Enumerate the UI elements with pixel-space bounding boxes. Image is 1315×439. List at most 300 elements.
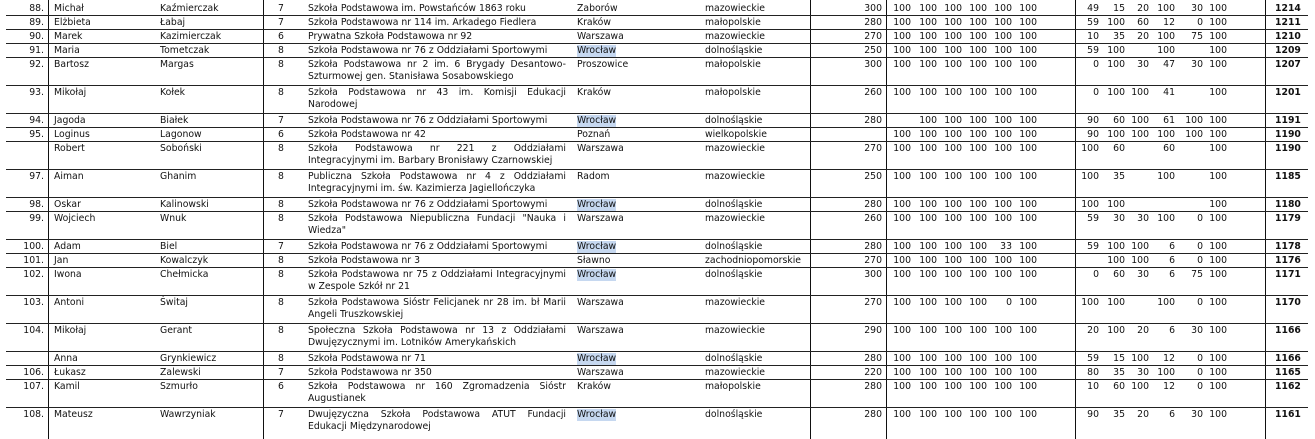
city-cell: Wrocław	[577, 115, 617, 126]
stage3-score-cell: 0	[1197, 381, 1203, 392]
stage3-score-cell: 35	[1113, 367, 1125, 378]
stage3-score-cell: 30	[1137, 59, 1149, 70]
first-name-cell: Iwona	[54, 269, 82, 280]
stage3-score-cell: 35	[1113, 31, 1125, 42]
stage2-score-cell: 100	[919, 297, 937, 308]
stage2-score-cell: 100	[944, 255, 962, 266]
stage2-score-cell: 100	[919, 31, 937, 42]
stage2-score-cell: 100	[969, 255, 987, 266]
stage2-score-cell: 100	[1019, 129, 1037, 140]
stage2-score-cell: 100	[944, 353, 962, 364]
stage1-cell: 300	[864, 3, 882, 14]
stage1-cell: 300	[864, 59, 882, 70]
stage2-score-cell: 100	[969, 409, 987, 420]
row-rule	[6, 43, 1308, 44]
stage2-score-cell: 100	[919, 381, 937, 392]
stage3-score-cell: 100	[1131, 115, 1149, 126]
city-cell: Poznań	[577, 129, 611, 140]
stage2-score-cell: 100	[969, 325, 987, 336]
stage2-score-cell: 100	[1019, 213, 1037, 224]
stage2-score-cell: 100	[919, 367, 937, 378]
first-name-cell: Jan	[54, 255, 69, 266]
stage3-score-cell: 30	[1137, 367, 1149, 378]
stage3-score-cell: 100	[1107, 325, 1125, 336]
stage3-score-cell: 59	[1087, 213, 1099, 224]
stage2-score-cell: 100	[944, 115, 962, 126]
last-name-cell: Tometczak	[160, 45, 210, 56]
region-cell: mazowieckie	[705, 171, 766, 182]
last-name-cell: Zalewski	[160, 367, 201, 378]
grade-cell: 7	[278, 115, 284, 126]
first-name-cell: Mikołaj	[54, 325, 87, 336]
stage2-score-cell: 100	[1019, 255, 1037, 266]
total-cell: 1176	[1275, 255, 1301, 266]
stage2-score-cell: 100	[969, 3, 987, 14]
stage3-score-cell: 100	[1209, 213, 1227, 224]
stage3-score-cell: 100	[1081, 143, 1099, 154]
rank-cell: 107.	[23, 381, 44, 392]
stage3-score-cell: 20	[1137, 325, 1149, 336]
stage2-score-cell: 100	[944, 297, 962, 308]
school-cell: Dwujęzyczna Szkoła Podstawowa ATUT Fundacji Edukacji Międzynarodowej	[308, 409, 566, 432]
row-rule	[6, 267, 1308, 268]
stage3-score-cell: 100	[1157, 367, 1175, 378]
stage3-score-cell: 100	[1209, 255, 1227, 266]
stage3-score-cell: 100	[1131, 241, 1149, 252]
stage3-score-cell: 0	[1093, 269, 1099, 280]
stage2-score-cell: 100	[919, 129, 937, 140]
stage2-score-cell: 100	[1019, 297, 1037, 308]
stage2-score-cell: 100	[919, 115, 937, 126]
stage2-score-cell: 100	[994, 3, 1012, 14]
stage2-score-cell: 100	[893, 3, 911, 14]
stage1-cell: 250	[864, 171, 882, 182]
stage2-score-cell: 100	[1019, 31, 1037, 42]
stage2-score-cell: 100	[969, 171, 987, 182]
stage3-score-cell: 12	[1163, 353, 1175, 364]
stage3-score-cell: 100	[1185, 115, 1203, 126]
grade-cell: 8	[278, 171, 284, 182]
stage3-score-cell: 100	[1209, 381, 1227, 392]
stage2-score-cell: 100	[944, 213, 962, 224]
last-name-cell: Lagonow	[160, 129, 202, 140]
last-name-cell: Wawrzyniak	[160, 409, 216, 420]
stage3-score-cell: 0	[1093, 87, 1099, 98]
stage3-score-cell: 0	[1093, 59, 1099, 70]
row-rule	[6, 323, 1308, 324]
stage2-score-cell: 100	[994, 143, 1012, 154]
school-cell: Szkoła Podstawowa Sióstr Felicjanek nr 28 im. bł Marii Angeli Truszkowskiej	[308, 297, 566, 320]
stage3-score-cell: 30	[1191, 3, 1203, 14]
region-cell: dolnośląskie	[705, 199, 763, 210]
stage3-score-cell: 100	[1157, 213, 1175, 224]
total-cell: 1201	[1275, 87, 1301, 98]
first-name-cell: Robert	[54, 143, 85, 154]
stage2-score-cell: 100	[1019, 381, 1037, 392]
stage2-score-cell: 100	[893, 381, 911, 392]
stage1-cell: 290	[864, 325, 882, 336]
last-name-cell: Gerant	[160, 325, 192, 336]
stage3-score-cell: 75	[1191, 269, 1203, 280]
region-cell: małopolskie	[705, 381, 761, 392]
row-rule	[6, 169, 1308, 170]
stage2-score-cell: 100	[1019, 115, 1037, 126]
grade-cell: 8	[278, 353, 284, 364]
grade-cell: 6	[278, 129, 284, 140]
stage1-cell: 220	[864, 367, 882, 378]
stage3-score-cell: 30	[1191, 59, 1203, 70]
stage3-score-cell: 100	[1209, 409, 1227, 420]
row-rule	[6, 239, 1308, 240]
last-name-cell: Biel	[160, 241, 178, 252]
last-name-cell: Wnuk	[160, 213, 187, 224]
stage2-score-cell: 100	[1019, 59, 1037, 70]
stage3-score-cell: 100	[1081, 297, 1099, 308]
stage2-score-cell: 100	[1019, 241, 1037, 252]
stage2-score-cell: 100	[1019, 269, 1037, 280]
stage2-score-cell: 100	[893, 367, 911, 378]
stage2-score-cell: 100	[893, 297, 911, 308]
grade-cell: 7	[278, 367, 284, 378]
stage3-score-cell: 0	[1197, 213, 1203, 224]
stage2-score-cell: 100	[944, 17, 962, 28]
rank-cell: 102.	[23, 269, 44, 280]
school-cell: Szkoła Podstawowa nr 2 im. 6 Brygady Desantowo-Szturmowej gen. Stanisława Sosabowskiego	[308, 59, 566, 82]
stage1-cell: 270	[864, 31, 882, 42]
stage3-score-cell: 6	[1169, 409, 1175, 420]
school-cell: Szkoła Podstawowa nr 75 z Oddziałami Integracyjnymi w Zespole Szkół nr 21	[308, 269, 566, 292]
stage2-score-cell: 100	[994, 269, 1012, 280]
stage2-score-cell: 100	[893, 241, 911, 252]
stage2-score-cell: 100	[1019, 367, 1037, 378]
stage2-score-cell: 100	[969, 367, 987, 378]
stage2-score-cell: 100	[944, 171, 962, 182]
region-cell: zachodniopomorskie	[705, 255, 802, 266]
city-cell: Wrocław	[577, 241, 617, 252]
stage2-score-cell: 100	[893, 129, 911, 140]
region-cell: dolnośląskie	[705, 115, 763, 126]
first-name-cell: Adam	[54, 241, 81, 252]
stage2-score-cell: 100	[969, 269, 987, 280]
city-cell: Warszawa	[577, 31, 624, 42]
stage3-score-cell: 100	[1209, 17, 1227, 28]
stage3-score-cell: 30	[1191, 409, 1203, 420]
rank-cell: 98.	[29, 199, 44, 210]
region-cell: wielkopolskie	[705, 129, 767, 140]
stage3-score-cell: 100	[1157, 45, 1175, 56]
stage2-score-cell: 100	[969, 241, 987, 252]
rank-cell: 90.	[29, 31, 44, 42]
first-name-cell: Elżbieta	[54, 17, 91, 28]
region-cell: mazowieckie	[705, 143, 766, 154]
region-cell: dolnośląskie	[705, 45, 763, 56]
stage3-score-cell: 100	[1209, 129, 1227, 140]
stage2-score-cell: 100	[944, 129, 962, 140]
stage3-score-cell: 100	[1209, 199, 1227, 210]
grade-cell: 8	[278, 143, 284, 154]
column-divider	[263, 0, 264, 439]
stage3-score-cell: 59	[1087, 17, 1099, 28]
stage2-score-cell: 100	[994, 409, 1012, 420]
stage2-score-cell: 100	[944, 269, 962, 280]
last-name-cell: Margas	[160, 59, 194, 70]
grade-cell: 6	[278, 31, 284, 42]
stage2-score-cell: 100	[1019, 87, 1037, 98]
rank-cell: 101.	[23, 255, 44, 266]
stage2-score-cell: 100	[944, 87, 962, 98]
stage3-score-cell: 60	[1113, 143, 1125, 154]
stage2-score-cell: 100	[919, 3, 937, 14]
stage3-score-cell: 100	[1209, 87, 1227, 98]
row-rule	[6, 295, 1308, 296]
stage2-score-cell: 100	[1019, 325, 1037, 336]
stage3-score-cell: 10	[1087, 31, 1099, 42]
stage3-score-cell: 100	[1157, 171, 1175, 182]
stage2-score-cell: 100	[919, 325, 937, 336]
stage3-score-cell: 100	[1131, 87, 1149, 98]
stage2-score-cell: 100	[1019, 3, 1037, 14]
city-cell: Kraków	[577, 87, 611, 98]
stage2-score-cell: 100	[944, 59, 962, 70]
stage3-score-cell: 90	[1087, 129, 1099, 140]
city-cell: Zaborów	[577, 3, 618, 14]
grade-cell: 8	[278, 45, 284, 56]
stage2-score-cell: 100	[994, 17, 1012, 28]
stage2-score-cell: 100	[893, 255, 911, 266]
city-cell: Radom	[577, 171, 610, 182]
stage2-score-cell: 100	[893, 269, 911, 280]
rank-cell: 97.	[29, 171, 44, 182]
stage1-cell: 300	[864, 269, 882, 280]
grade-cell: 8	[278, 213, 284, 224]
total-cell: 1180	[1275, 199, 1301, 210]
stage3-score-cell: 100	[1157, 129, 1175, 140]
first-name-cell: Jagoda	[54, 115, 86, 126]
stage3-score-cell: 100	[1157, 3, 1175, 14]
row-rule	[6, 57, 1308, 58]
row-rule	[6, 127, 1308, 128]
stage1-cell: 270	[864, 255, 882, 266]
stage3-score-cell: 60	[1113, 381, 1125, 392]
stage2-score-cell: 100	[893, 199, 911, 210]
last-name-cell: Kowalczyk	[160, 255, 209, 266]
stage3-score-cell: 100	[1081, 171, 1099, 182]
stage2-score-cell: 100	[919, 199, 937, 210]
stage3-score-cell: 20	[1087, 325, 1099, 336]
stage3-score-cell: 35	[1113, 409, 1125, 420]
city-cell: Warszawa	[577, 297, 624, 308]
stage3-score-cell: 49	[1087, 3, 1099, 14]
last-name-cell: Soboński	[160, 143, 202, 154]
stage3-score-cell: 100	[1209, 59, 1227, 70]
total-cell: 1211	[1275, 17, 1301, 28]
city-cell: Warszawa	[577, 143, 624, 154]
total-cell: 1171	[1275, 269, 1301, 280]
stage1-cell: 280	[864, 381, 882, 392]
total-cell: 1179	[1275, 213, 1301, 224]
last-name-cell: Szmurło	[160, 381, 198, 392]
column-divider	[1265, 0, 1266, 439]
last-name-cell: Kołek	[160, 87, 186, 98]
stage3-score-cell: 15	[1113, 3, 1125, 14]
last-name-cell: Świtaj	[160, 297, 189, 308]
region-cell: mazowieckie	[705, 3, 766, 14]
school-cell: Szkoła Podstawowa nr 76 z Oddziałami Sportowymi	[308, 45, 548, 56]
stage1-cell: 280	[864, 115, 882, 126]
total-cell: 1166	[1275, 353, 1301, 364]
rank-cell: 93.	[29, 87, 44, 98]
stage1-cell: 270	[864, 297, 882, 308]
stage3-score-cell: 20	[1137, 409, 1149, 420]
column-divider	[810, 0, 811, 439]
total-cell: 1161	[1275, 409, 1301, 420]
stage2-score-cell: 100	[969, 143, 987, 154]
stage2-score-cell: 100	[994, 367, 1012, 378]
stage3-score-cell: 100	[1209, 297, 1227, 308]
city-cell: Sławno	[577, 255, 611, 266]
stage3-score-cell: 0	[1197, 297, 1203, 308]
stage3-score-cell: 100	[1131, 381, 1149, 392]
stage3-score-cell: 100	[1209, 3, 1227, 14]
city-cell: Wrocław	[577, 409, 617, 420]
stage1-cell: 260	[864, 213, 882, 224]
rank-cell: 95.	[29, 129, 44, 140]
stage2-score-cell: 100	[969, 129, 987, 140]
total-cell: 1191	[1275, 115, 1301, 126]
city-cell: Proszowice	[577, 59, 629, 70]
stage3-score-cell: 100	[1209, 115, 1227, 126]
total-cell: 1162	[1275, 381, 1301, 392]
stage3-score-cell: 15	[1113, 353, 1125, 364]
row-rule	[6, 113, 1308, 114]
first-name-cell: Wojciech	[54, 213, 96, 224]
stage3-score-cell: 100	[1209, 353, 1227, 364]
stage3-score-cell: 41	[1163, 87, 1175, 98]
stage3-score-cell: 6	[1169, 255, 1175, 266]
last-name-cell: Ghanim	[160, 171, 197, 182]
stage1-cell: 280	[864, 409, 882, 420]
total-cell: 1166	[1275, 325, 1301, 336]
stage3-score-cell: 100	[1107, 59, 1125, 70]
stage2-score-cell: 100	[919, 143, 937, 154]
stage2-score-cell: 100	[893, 45, 911, 56]
rank-cell: 103.	[23, 297, 44, 308]
total-cell: 1190	[1275, 129, 1301, 140]
school-cell: Społeczna Szkoła Podstawowa nr 13 z Oddziałami Dwujęzycznymi im. Lotników Amerykańskich	[308, 325, 566, 348]
stage2-score-cell: 100	[969, 45, 987, 56]
rank-cell: 91.	[29, 45, 44, 56]
stage1-cell: 280	[864, 241, 882, 252]
region-cell: małopolskie	[705, 87, 761, 98]
first-name-cell: Anna	[54, 353, 78, 364]
stage1-cell: 250	[864, 45, 882, 56]
stage3-score-cell: 100	[1107, 255, 1125, 266]
grade-cell: 8	[278, 297, 284, 308]
grade-cell: 8	[278, 59, 284, 70]
stage2-score-cell: 100	[944, 3, 962, 14]
rank-cell: 89.	[29, 17, 44, 28]
stage3-score-cell: 30	[1191, 325, 1203, 336]
stage3-score-cell: 100	[1185, 129, 1203, 140]
stage3-score-cell: 0	[1197, 17, 1203, 28]
rank-cell: 88.	[29, 3, 44, 14]
stage2-score-cell: 100	[919, 409, 937, 420]
first-name-cell: Aiman	[54, 171, 84, 182]
city-cell: Wrocław	[577, 45, 617, 56]
stage3-score-cell: 100	[1107, 45, 1125, 56]
stage2-score-cell: 100	[919, 17, 937, 28]
stage3-score-cell: 59	[1087, 241, 1099, 252]
stage2-score-cell: 100	[944, 143, 962, 154]
stage1-cell: 270	[864, 143, 882, 154]
first-name-cell: Kamil	[54, 381, 80, 392]
stage2-score-cell: 100	[969, 17, 987, 28]
school-cell: Szkoła Podstawowa im. Powstańców 1863 roku	[308, 3, 526, 14]
stage2-score-cell: 100	[994, 325, 1012, 336]
stage2-score-cell: 100	[944, 367, 962, 378]
last-name-cell: Grynkiewicz	[160, 353, 217, 364]
region-cell: dolnośląskie	[705, 409, 763, 420]
city-cell: Warszawa	[577, 213, 624, 224]
stage2-score-cell: 100	[919, 255, 937, 266]
stage2-score-cell: 100	[969, 59, 987, 70]
stage2-score-cell: 100	[919, 45, 937, 56]
region-cell: małopolskie	[705, 17, 761, 28]
stage2-score-cell: 100	[994, 381, 1012, 392]
stage3-score-cell: 100	[1131, 353, 1149, 364]
stage2-score-cell: 100	[1019, 17, 1037, 28]
stage2-score-cell: 100	[994, 87, 1012, 98]
first-name-cell: Loginus	[54, 129, 90, 140]
stage2-score-cell: 100	[893, 353, 911, 364]
stage3-score-cell: 60	[1113, 269, 1125, 280]
rank-cell: 99.	[29, 213, 44, 224]
region-cell: mazowieckie	[705, 297, 766, 308]
stage3-score-cell: 75	[1191, 31, 1203, 42]
total-cell: 1170	[1275, 297, 1301, 308]
stage2-score-cell: 100	[1019, 171, 1037, 182]
stage3-score-cell: 0	[1197, 353, 1203, 364]
city-cell: Wrocław	[577, 353, 617, 364]
last-name-cell: Kazimierczak	[160, 31, 222, 42]
stage2-score-cell: 100	[994, 115, 1012, 126]
stage3-score-cell: 30	[1137, 213, 1149, 224]
last-name-cell: Kalinowski	[160, 199, 209, 210]
school-cell: Szkoła Podstawowa nr 76 z Oddziałami Sportowymi	[308, 115, 548, 126]
stage2-score-cell: 100	[994, 255, 1012, 266]
total-cell: 1210	[1275, 31, 1301, 42]
stage3-score-cell: 10	[1087, 381, 1099, 392]
rank-cell: 92.	[29, 59, 44, 70]
row-rule	[6, 351, 1308, 352]
stage2-score-cell: 100	[919, 241, 937, 252]
stage3-score-cell: 12	[1163, 381, 1175, 392]
stage2-score-cell: 100	[893, 59, 911, 70]
stage3-score-cell: 20	[1137, 31, 1149, 42]
stage2-score-cell: 100	[994, 59, 1012, 70]
stage2-score-cell: 100	[1019, 45, 1037, 56]
city-cell: Kraków	[577, 381, 611, 392]
school-cell: Szkoła Podstawowa nr 42	[308, 129, 426, 140]
row-rule	[6, 85, 1308, 86]
stage3-score-cell: 0	[1197, 367, 1203, 378]
stage3-score-cell: 100	[1107, 129, 1125, 140]
school-cell: Szkoła Podstawowa nr 160 Zgromadzenia Sióstr Augustianek	[308, 381, 566, 404]
grade-cell: 7	[278, 241, 284, 252]
stage3-score-cell: 90	[1087, 409, 1099, 420]
stage2-score-cell: 100	[969, 115, 987, 126]
stage3-score-cell: 30	[1137, 269, 1149, 280]
